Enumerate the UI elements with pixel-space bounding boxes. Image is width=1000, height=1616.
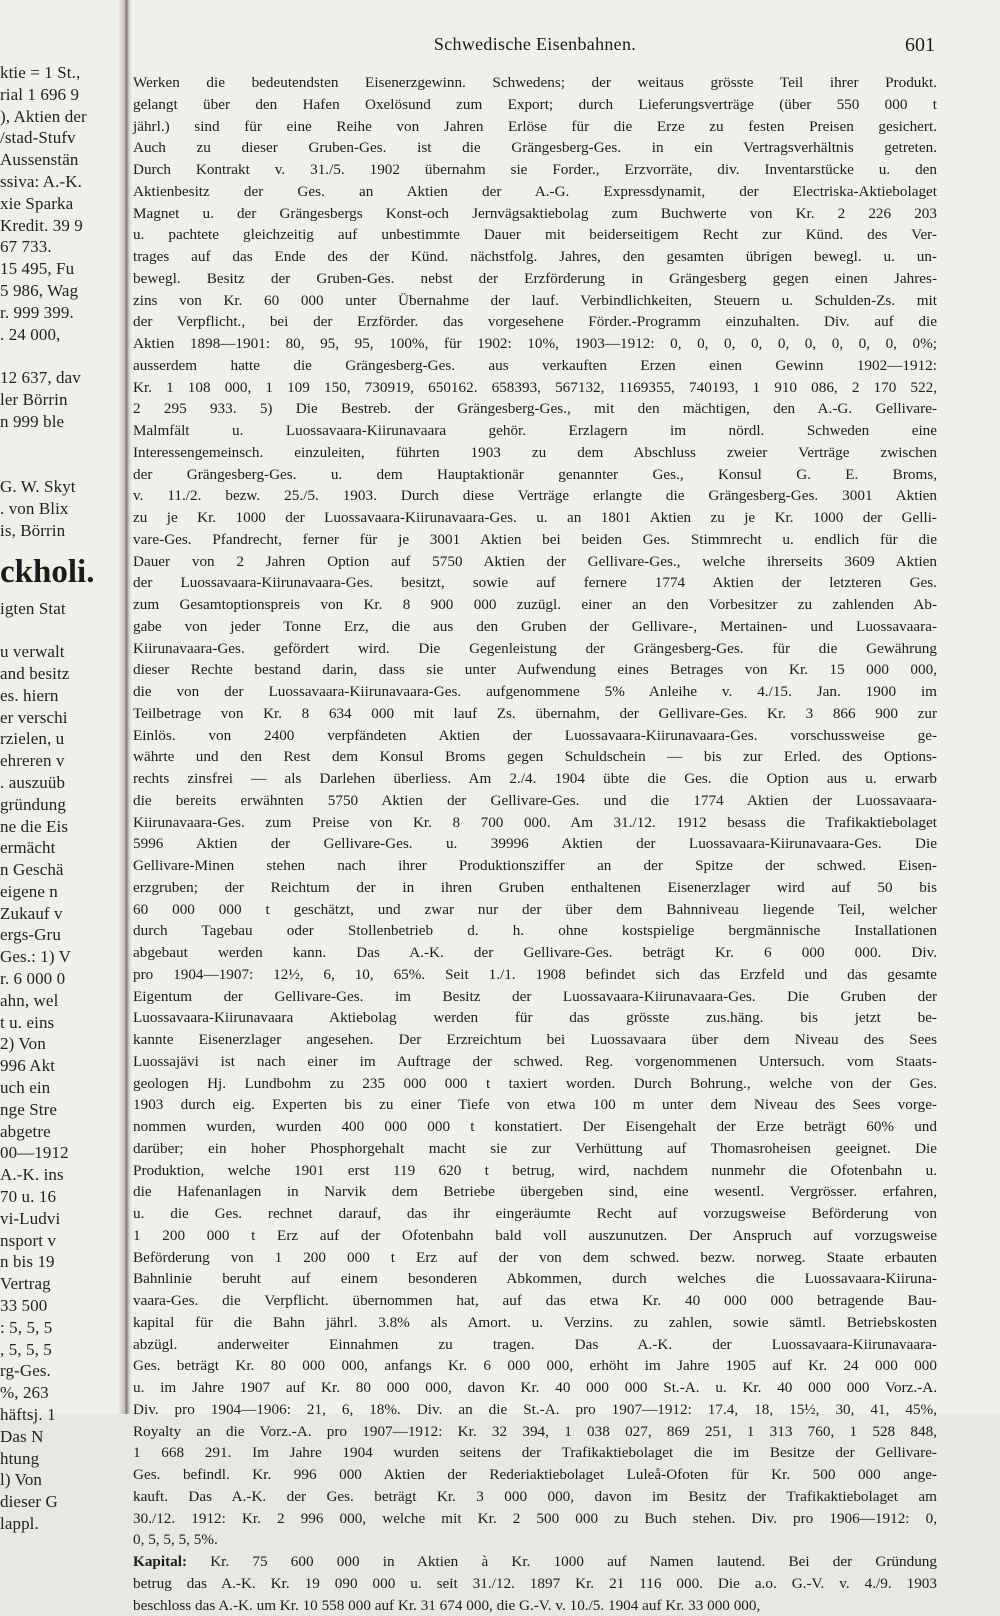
text-line: vaara-Ges. die Verpflicht. übernommen hat, auf das etwa Kr. 40 000 000 betragende Bau- (133, 1290, 937, 1312)
facing-page-line: ssiva: A.-K. (0, 171, 122, 193)
facing-page-line: %, 263 (0, 1382, 122, 1404)
text-line: Beförderung von 1 200 000 t Erz auf der von dem schwed. bezw. norweg. Staate erbauten (133, 1247, 937, 1269)
facing-page-line: rg-Ges. (0, 1360, 122, 1382)
kapital-line-first (133, 1551, 937, 1573)
facing-page-heading: ckholi. (0, 550, 122, 594)
facing-page-line: igten Stat (0, 598, 122, 620)
facing-page-line: 12 637, dav (0, 367, 122, 389)
text-line: Aktien 1898—1901: 80, 95, 95, 100%, für 1902: 10%, 1903—1912: 0, 0, 0, 0, 0, 0, 0, 0, 0, 0%; (133, 333, 937, 355)
text-line: 1 668 291. Im Jahre 1904 wurden seitens der Trafikaktiebolaget die im Besitze der Gellivare- (133, 1442, 937, 1464)
facing-page-line: nge Stre (0, 1099, 122, 1121)
text-line: Luossajävi ist nach einer im Auftrage der schwed. Reg. vorgenommenen Untersuch. vom Staats- (133, 1051, 937, 1073)
facing-page-lines-bottom (0, 598, 122, 1535)
text-line: pro 1904—1907: 12½, 6, 10, 65%. Seit 1./1. 1908 befindet sich das Erzfeld und das gesamte (133, 964, 937, 986)
text-line: die Hafenanlagen in Narvik dem Betriebe übergeben sind, eine wesentl. Vergrösser. erfahren, (133, 1181, 937, 1203)
text-line: 60 000 000 t geschätzt, und zwar nur der über dem Bahnniveau liegende Teil, welcher (133, 899, 937, 921)
text-line: Ges. befindl. Kr. 996 000 Aktien der Rederiaktiebolaget Luleå-Ofoten für Kr. 500 000 ange- (133, 1464, 937, 1486)
facing-page-line: ), Aktien der (0, 106, 122, 128)
kapital-label: Kapital: (133, 1553, 210, 1570)
facing-page-line (0, 433, 122, 455)
facing-page-line: rial 1 696 9 (0, 84, 122, 106)
text-line: Luossavaara-Kiirunavaara Aktiebolag werden für das grösste zus.häng. bis jetzt be- (133, 1007, 937, 1029)
facing-page-line: abgetre (0, 1121, 122, 1143)
text-line: Durch Kontrakt v. 31./5. 1902 übernahm sie Forder., Erzvorräte, div. Inventarstücke u. den (133, 159, 937, 181)
running-title: Schwedische Eisenbahnen. (135, 34, 935, 55)
text-line: erzgruben; der Reichtum der in ihren Gruben enthaltenen Eisenerzlager wird auf 50 bis (133, 877, 937, 899)
facing-page-line: ergs-Gru (0, 924, 122, 946)
text-line: der Verpflicht., bei der Erzförder. das vorgesehene Förder.-Programm einzuhalten. Div. auf die (133, 311, 937, 333)
facing-page-line: häftsj. 1 (0, 1404, 122, 1426)
facing-page-line: htung (0, 1448, 122, 1470)
facing-page-line: n bis 19 (0, 1251, 122, 1273)
facing-page-line: es. hiern (0, 685, 122, 707)
text-line: darüber; ein hoher Phosphorgehalt macht sie zur Verhüttung auf Thomasroheisen geeignet. Die (133, 1138, 937, 1160)
text-line: 2 295 933. 5) Die Bestreb. der Grängesberg-Ges., mit den mächtigen, den A.-G. Gellivare- (133, 398, 937, 420)
text-line: Werken die bedeutendsten Eisenerzgewinn. Schwedens; der weitaus grösste Teil ihrer Produkt. (133, 72, 937, 94)
facing-page-line: ehreren v (0, 750, 122, 772)
text-line: Teilbetrage von Kr. 8 634 000 mit lauf Zs. übernahm, der Gellivare-Ges. Kr. 3 866 900 zur (133, 703, 937, 725)
text-line: gabe von jeder Tonne Erz, die aus den Gruben der Gellivare-, Mertainen- und Luossavaara- (133, 616, 937, 638)
text-line: Kr. 1 108 000, 1 109 150, 730919, 650162. 658393, 567132, 1169355, 740193, 1 910 086, 2 170 522, (133, 377, 937, 399)
facing-page-line: ahn, wel (0, 990, 122, 1012)
facing-page-line: l) Von (0, 1469, 122, 1491)
facing-page-line: ler Börrin (0, 389, 122, 411)
facing-page-line: and besitz (0, 663, 122, 685)
main-text-column (133, 72, 937, 1616)
facing-page-line: u verwalt (0, 641, 122, 663)
facing-page-line (0, 454, 122, 476)
text-line: Div. pro 1904—1906: 21, 6, 18%. Div. an die St.-A. pro 1907—1912: 17.4, 18, 15½, 30, 41, 45%, (133, 1399, 937, 1421)
text-line: durch Tagebau oder Stollenbetrieb d. h. ohne kostspielige bergmännische Installationen (133, 920, 937, 942)
text-line: u. die Ges. rechnet darauf, das ihr eingeräumte Recht auf vorzugsweise Beförderung von (133, 1203, 937, 1225)
facing-page-line: 00—1912 (0, 1142, 122, 1164)
text-line: kauft. Das A.-K. der Ges. beträgt Kr. 3 000 000, davon im Besitz der Trafikaktiebolaget am (133, 1486, 937, 1508)
facing-page-line: lappl. (0, 1513, 122, 1535)
facing-page-line: . auszuüb (0, 772, 122, 794)
facing-page-line: n Geschä (0, 859, 122, 881)
text-line: 1903 durch eig. Experten bis zu einer Tiefe von etwa 100 m unter dem Niveau des Sees vorge- (133, 1094, 937, 1116)
facing-page-line: Das N (0, 1426, 122, 1448)
text-line: Einlös. von 2400 verpfändeten Aktien der Luossavaara-Kiirunavaara-Ges. vorschussweise ge- (133, 725, 937, 747)
facing-page-line: 33 500 (0, 1295, 122, 1317)
facing-page-line: gründung (0, 794, 122, 816)
text-line: abgebaut werden kann. Das A.-K. der Gellivare-Ges. beträgt Kr. 6 000 000. Div. (133, 942, 937, 964)
facing-page-line: Aussenstän (0, 149, 122, 171)
book-spine-shadow (118, 0, 132, 1414)
text-line: der Grängesberg-Ges. u. dem Hauptaktionär genannter Ges., Konsul G. E. Broms, (133, 464, 937, 486)
facing-page-line: 67 733. (0, 236, 122, 258)
facing-page-line: ktie = 1 St., (0, 62, 122, 84)
text-line: Produktion, welche 1901 erst 119 620 t betrug, wird, nachdem nunmehr die Ofotenbahn u. (133, 1160, 937, 1182)
facing-page-line: A.-K. ins (0, 1164, 122, 1186)
text-line: Eigentum der Gellivare-Ges. im Besitz der Luossavaara-Kiirunavaara-Ges. Die Gruben der (133, 986, 937, 1008)
facing-page-line: 5 986, Wag (0, 280, 122, 302)
text-line: 30./12. 1912: Kr. 2 996 000, welche mit Kr. 2 500 000 zu Buch stehen. Div. pro 1906—1912: 0, (133, 1508, 937, 1530)
facing-page-line: 70 u. 16 (0, 1186, 122, 1208)
text-line: vare-Ges. Pfandrecht, ferner für je 3001 Aktien bei beiden Ges. Stimmrecht u. endlich für die (133, 529, 937, 551)
facing-page-line: : 5, 5, 5 (0, 1317, 122, 1339)
text-line: Kiirunavaara-Ges. zum Preise von Kr. 8 700 000. Am 31./12. 1912 besass die Trafikaktiebolaget (133, 812, 937, 834)
text-line: Interessengemeinsch. einzuleiten, führten 1903 zu dem Abschluss zweier Verträge zwischen (133, 442, 937, 464)
text-line: jährl.) sind für eine Reihe von Jahren Erlöse für die Erze zu festen Preisen gesichert. (133, 116, 937, 138)
text-line: nommen wurden, wurden 400 000 000 t konstatiert. Der Eisengehalt der Erze beträgt 60% und (133, 1116, 937, 1138)
text-line: u. im Jahre 1907 auf Kr. 80 000 000, davon Kr. 40 000 000 St.-A. u. Kr. 40 000 000 Vorz.-A. (133, 1377, 937, 1399)
facing-page-line: Zukauf v (0, 903, 122, 925)
facing-page-line: eigene n (0, 881, 122, 903)
facing-page-line: G. W. Skyt (0, 476, 122, 498)
facing-page-line: . 24 000, (0, 324, 122, 346)
facing-page-line: dieser G (0, 1491, 122, 1513)
text-line: kannte Eisenerzlager angesehen. Der Erzreichtum bei Luossavaara über dem Niveau des Sees (133, 1029, 937, 1051)
text-line: Malmfält u. Luossavaara-Kiirunavaara gehör. Erzlagern im nördl. Schweden eine (133, 420, 937, 442)
text-line: zins von Kr. 60 000 unter Übernahme der lauf. Verbindlichkeiten, Steuern u. Schulden-Zs. mit (133, 290, 937, 312)
facing-page-line: 15 495, Fu (0, 258, 122, 280)
facing-page-line: uch ein (0, 1077, 122, 1099)
facing-page-line: Ges.: 1) V (0, 946, 122, 968)
text-line: 0, 5, 5, 5, 5%. (133, 1529, 937, 1551)
page-number: 601 (905, 34, 935, 57)
facing-page-line: . von Blix (0, 498, 122, 520)
facing-page-line: Kredit. 39 9 (0, 215, 122, 237)
text-line: Royalty an die Vorz.-A. pro 1907—1912: Kr. 32 394, 1 038 027, 869 251, 1 313 760, 1 528 848, (133, 1421, 937, 1443)
facing-page-line: nsport v (0, 1230, 122, 1252)
text-line: währte und den Rest dem Konsul Broms gegen Schuldschein — bis zur Erled. des Options- (133, 746, 937, 768)
text-line: zu je Kr. 1000 der Luossavaara-Kiirunavaara-Ges. u. an 1801 Aktien zu je Kr. 1000 der Gelli- (133, 507, 937, 529)
facing-page-line: n 999 ble (0, 411, 122, 433)
facing-page-line (0, 619, 122, 641)
kapital-line: beschloss das A.-K. um Kr. 10 558 000 auf Kr. 31 674 000, die G.-V. v. 10./5. 1904 auf Kr. 33 000 000, (133, 1595, 937, 1616)
facing-page-line: er verschi (0, 707, 122, 729)
text-line: trages auf das Ende des der Künd. nächstfolg. Jahres, den gesamten übrigen bewegl. u. un- (133, 246, 937, 268)
text-line: die bereits erwähnten 5750 Aktien der Gellivare-Ges. und die 1774 Aktien der Luossavaara- (133, 790, 937, 812)
text-line: gelangt über den Hafen Oxelösund zum Export; durch Lieferungsverträge (über 550 000 t (133, 94, 937, 116)
facing-page-line: /stad-Stufv (0, 127, 122, 149)
text-line: bewegl. Besitz der Gruben-Ges. nebst der Erzförderung in Grängesberg gegen einen Jahres- (133, 268, 937, 290)
facing-page-line: t u. eins (0, 1012, 122, 1034)
text-line: u. pachtete gleichzeitig auf unbestimmte Dauer mit beiderseitigem Recht zur Künd. des Ver- (133, 224, 937, 246)
text-line: 1 200 000 t Erz auf der Ofotenbahn bald voll auszunutzen. Der Anspruch auf vorzugsweise (133, 1225, 937, 1247)
facing-page-fragment (0, 62, 122, 1402)
text-line: dieser Rechte bestand darin, dass sie unter Aufwendung eines Betrages von Kr. 15 000 000, (133, 659, 937, 681)
text-line: Aktienbesitz der Ges. an Aktien der A.-G. Expressdynamit, der Electriska-Aktiebolaget (133, 181, 937, 203)
facing-page-line: xie Sparka (0, 193, 122, 215)
text-line: kapital für die Bahn jährl. 3.8% als Amort. u. Verzins. zu zahlen, sowie sämtl. Betriebskosten (133, 1312, 937, 1334)
facing-page-line: 996 Akt (0, 1055, 122, 1077)
facing-page-line: ne die Eis (0, 816, 122, 838)
running-header (135, 34, 935, 58)
facing-page-line: , 5, 5, 5 (0, 1339, 122, 1361)
text-line: v. 11./2. bezw. 25./5. 1903. Durch diese Verträge erlangte die Grängesberg-Ges. 3001 Aktien (133, 485, 937, 507)
facing-page-line: Vertrag (0, 1273, 122, 1295)
text-line: Ges. beträgt Kr. 80 000 000, anfangs Kr. 6 000 000, erhöht im Jahre 1905 auf Kr. 24 000 000 (133, 1355, 937, 1377)
text-line: ausserdem hatte die Grängesberg-Ges. aus verkauften Erzen einen Gewinn 1902—1912: (133, 355, 937, 377)
facing-page-line: rzielen, u (0, 728, 122, 750)
text-line: Gellivare-Minen stehen nach ihrer Produktionsziffer an der Spitze der schwed. Eisen- (133, 855, 937, 877)
kapital-line: betrug das A.-K. Kr. 19 090 000 u. seit 31./12. 1897 Kr. 21 116 000. Die a.o. G.-V. v. 4./9. 1903 (133, 1573, 937, 1595)
text-line: zum Gesamtoptionspreis von Kr. 8 900 000 zuzügl. einer an den Vorbesitzer zu zahlenden Ab- (133, 594, 937, 616)
facing-page-line: r. 6 000 0 (0, 968, 122, 990)
facing-page-line: ermächt (0, 837, 122, 859)
text-line: der Luossavaara-Kiirunavaara-Ges. besitzt, sowie auf fernere 1774 Aktien der letzteren Ges. (133, 572, 937, 594)
text-line: Auch zu dieser Gruben-Ges. ist die Grängesberg-Ges. in ein Vertragsverhältnis getreten. (133, 137, 937, 159)
text-line: rechts zinsfrei — als Darlehen überliess. Am 2./4. 1904 übte die Ges. die Option aus u. erwarb (133, 768, 937, 790)
facing-page-lines-top (0, 62, 122, 542)
kapital-text: Kr. 75 600 000 in Aktien à Kr. 1000 auf Namen lautend. Bei der Gründung (210, 1553, 937, 1570)
facing-page-line: r. 999 399. (0, 302, 122, 324)
facing-page-line: vi-Ludvi (0, 1208, 122, 1230)
facing-page-line: is, Börrin (0, 520, 122, 542)
text-line: die von der Luossavaara-Kiirunavaara-Ges. aufgenommene 5% Anleihe v. 4./15. Jan. 1900 im (133, 681, 937, 703)
text-line: Kiirunavaara-Ges. gefördert wird. Die Gegenleistung der Grängesberg-Ges. für die Gewährung (133, 638, 937, 660)
facing-page-line (0, 345, 122, 367)
text-line: 5996 Aktien der Gellivare-Ges. u. 39996 Aktien der Luossavaara-Kiirunavaara-Ges. Die (133, 833, 937, 855)
text-line: Dauer von 2 Jahren Option auf 5750 Aktien der Gellivare-Ges., welche ihrerseits 3609 Aktien (133, 551, 937, 573)
text-line: Magnet u. der Grängesbergs Konst-och Jernvägsaktiebolag zum Buchwerte von Kr. 2 226 203 (133, 203, 937, 225)
text-line: abzügl. anderweiter Einnahmen zu tragen. Das A.-K. der Luossavaara-Kiirunavaara- (133, 1334, 937, 1356)
facing-page-line: 2) Von (0, 1033, 122, 1055)
text-line: Bahnlinie beruht auf einem besonderen Abkommen, durch welches die Luossavaara-Kiiruna- (133, 1268, 937, 1290)
text-line: geologen Hj. Lundbohm zu 235 000 000 t taxiert worden. Durch Bohrung., welche von der Ges. (133, 1073, 937, 1095)
